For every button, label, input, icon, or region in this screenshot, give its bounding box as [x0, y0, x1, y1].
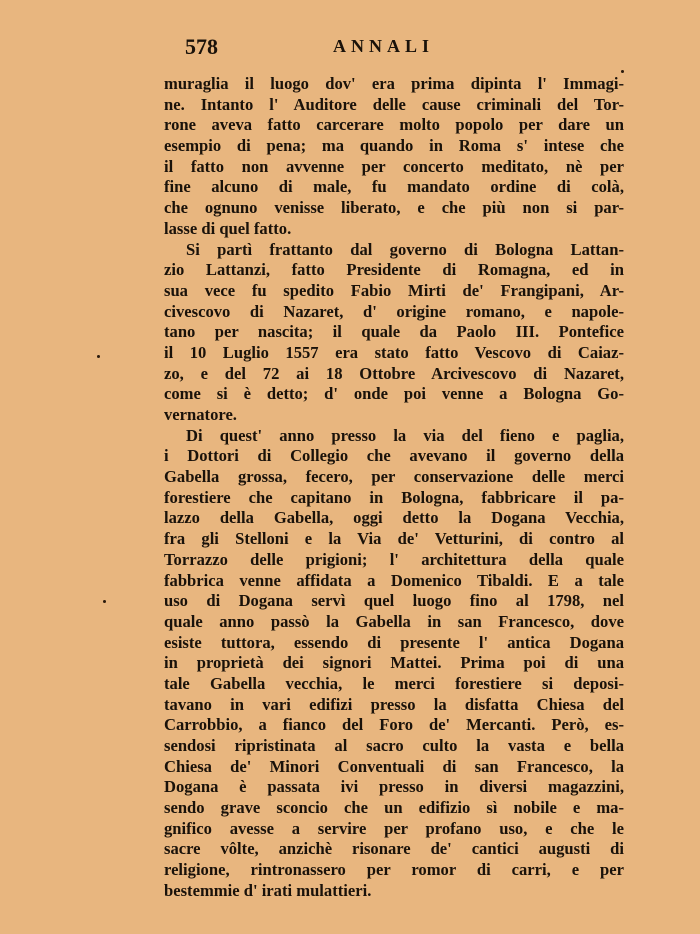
text-line: religione, rintronassero per romor di carri, e per — [164, 860, 624, 880]
text-line: Si partì frattanto dal governo di Bologna Lattan- — [186, 239, 624, 259]
body-text — [164, 74, 624, 902]
text-line: rone aveva fatto carcerare molto popolo per dare un — [164, 115, 624, 135]
text-line: fra gli Stelloni e la Via de' Vetturini, di contro al — [164, 529, 624, 549]
text-line: come si è detto; d' onde poi venne a Bologna Go- — [164, 384, 624, 404]
print-speck — [103, 600, 106, 603]
text-line: zo, e del 72 ai 18 Ottobre Arcivescovo di Nazaret, — [164, 363, 624, 383]
page-number: 578 — [185, 34, 218, 59]
text-line: bestemmie d' irati mulattieri. — [164, 880, 372, 900]
text-line: esempio di pena; ma quando in Roma s' intese che — [164, 136, 624, 156]
text-line: che ognuno venisse liberato, e che più non si par- — [164, 198, 624, 218]
text-line: gnifico avesse a servire per profano uso, e che le — [164, 818, 624, 838]
text-line: sua vece fu spedito Fabio Mirti de' Frangipani, Ar- — [164, 280, 624, 300]
text-line: uso di Dogana servì quel luogo fino al 1798, nel — [164, 591, 624, 611]
text-line: il 10 Luglio 1557 era stato fatto Vescovo di Caiaz- — [164, 342, 624, 362]
text-line: tano per nascita; il quale da Paolo III. Pontefice — [164, 322, 624, 342]
text-line: Carrobbio, a fianco del Foro de' Mercanti. Però, es- — [164, 715, 624, 735]
text-line: lasse di quel fatto. — [164, 218, 292, 238]
text-line: vernatore. — [164, 405, 237, 424]
text-line: fabbrica venne affidata a Domenico Tibaldi. E a tale — [164, 570, 624, 590]
text-line: sendo grave sconcio che un edifizio sì nobile e ma- — [164, 798, 624, 818]
print-speck — [621, 70, 624, 73]
text-line: i Dottori di Collegio che avevano il governo della — [164, 446, 624, 466]
text-line: lazzo della Gabella, oggi detto la Dogana Vecchia, — [164, 508, 624, 528]
text-line: Di quest' anno presso la via del fieno e paglia, — [186, 425, 624, 445]
text-line: in proprietà dei signori Mattei. Prima poi di una — [164, 653, 624, 673]
text-line: civescovo di Nazaret, d' origine romano, e napole- — [164, 301, 624, 321]
text-line: esiste tuttora, essendo di presente l' antica Dogana — [164, 632, 624, 652]
text-line: tale Gabella vecchia, le merci forestiere si deposi- — [164, 673, 624, 693]
text-line: tavano in vari edifizi presso la disfatta Chiesa del — [164, 694, 624, 714]
text-line: Torrazzo delle prigioni; l' architettura della quale — [164, 549, 624, 569]
text-line: muraglia il luogo dov' era prima dipinta l' Immagi- — [164, 74, 624, 93]
text-line: il fatto non avvenne per concerto meditato, nè per — [164, 156, 624, 176]
text-line: sacre vôlte, anzichè risonare de' cantici augusti di — [164, 839, 624, 859]
page-header — [185, 30, 625, 60]
text-line: sendosi ripristinata al sacro culto la vasta e bella — [164, 736, 624, 755]
text-line: forestiere che capitano in Bologna, fabbricare il pa- — [164, 487, 624, 507]
running-title: ANNALI — [333, 36, 435, 56]
text-line: fine alcuno di male, fu mandato ordine di colà, — [164, 177, 624, 197]
text-line: Gabella grossa, fecero, per conservazione delle merci — [164, 467, 624, 487]
text-line: Chiesa de' Minori Conventuali di san Francesco, la — [164, 756, 624, 776]
text-line: quale anno passò la Gabella in san Francesco, dove — [164, 611, 624, 631]
text-line: zio Lattanzi, fatto Presidente di Romagna, ed in — [164, 260, 624, 280]
text-line: ne. Intanto l' Auditore delle cause criminali del Tor- — [164, 94, 624, 114]
print-speck — [97, 355, 100, 358]
text-line: Dogana è passata ivi presso in diversi magazzini, — [164, 777, 624, 797]
